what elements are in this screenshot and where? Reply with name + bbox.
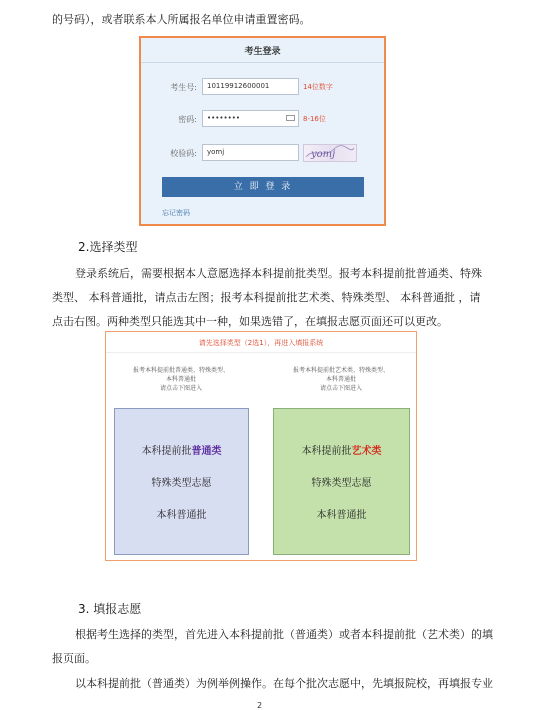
exam-no-label: 考生号:	[170, 83, 197, 92]
type-select-panel	[105, 331, 417, 561]
keyboard-icon[interactable]	[286, 115, 295, 121]
left-note	[111, 366, 251, 393]
page-number: 2	[257, 701, 263, 710]
right-note-line1: 报考本科提前批艺术类、特殊类型、	[292, 367, 389, 374]
captcha-graphic	[304, 145, 356, 161]
section3-para1-line2: 报页面。	[52, 652, 96, 665]
intro-line: 的号码），或者联系本人所属报名单位申请重置密码。	[52, 13, 311, 26]
right-note	[271, 366, 411, 393]
section3-heading: 3. 填报志愿	[78, 602, 142, 616]
left-card-line2: 特殊类型志愿	[151, 478, 212, 489]
right-card-prefix: 本科提前批	[301, 446, 352, 457]
login-button[interactable]: 立 即 登 录	[162, 177, 364, 197]
art-type-card[interactable]	[273, 408, 410, 555]
section2-para-line3: 点击右图。两种类型只能选其中一种，如果选错了，在填报志愿页面还可以更改。	[52, 315, 448, 328]
exam-no-input[interactable]: 10119912600001	[202, 78, 299, 95]
right-card-line1	[274, 442, 409, 457]
captcha-label: 校验码:	[170, 149, 197, 158]
left-note-line3: 请点击下图进入	[159, 385, 202, 392]
left-note-line1: 报考本科提前批普通类、特殊类型、	[132, 367, 229, 374]
right-card-line3: 本科普通批	[316, 510, 367, 521]
login-title: 考生登录	[244, 47, 281, 57]
left-note-line2: 本科普通批	[165, 376, 196, 383]
captcha-text: yomj	[311, 149, 336, 160]
login-panel-screenshot	[139, 36, 386, 226]
captcha-image[interactable]	[303, 144, 357, 162]
left-card-highlight: 普通类	[191, 446, 222, 457]
right-note-line2: 本科普通批	[325, 376, 356, 383]
password-value: ••••••••	[207, 114, 241, 122]
exam-no-hint: 14位数字	[303, 83, 333, 91]
ordinary-type-card[interactable]	[114, 408, 249, 555]
password-input[interactable]	[202, 110, 299, 127]
section2-para-line1: 登录系统后，需要根据本人意愿选择本科提前批类型。报考本科提前批普通类、特殊	[75, 267, 482, 280]
password-label: 密码:	[178, 115, 197, 124]
password-hint: 8-16位	[303, 115, 326, 123]
right-card-highlight: 艺术类	[351, 446, 382, 457]
forgot-password-link[interactable]: 忘记密码	[162, 209, 190, 217]
right-card-line2: 特殊类型志愿	[311, 478, 372, 489]
login-divider	[141, 62, 384, 63]
left-card-prefix: 本科提前批	[141, 446, 192, 457]
type-select-divider	[106, 352, 416, 353]
section3-para2-line1: 以本科提前批（普通类）为例举例操作。在每个批次志愿中，先填报院校，再填报专业	[75, 677, 493, 690]
section3-para1-line1: 根据考生选择的类型，首先进入本科提前批（普通类）或者本科提前批（艺术类）的填	[75, 628, 493, 641]
left-card-line3: 本科普通批	[156, 510, 207, 521]
section2-para-line2: 类型、 本科普通批，请点击左图；报考本科提前批艺术类、特殊类型、 本科普通批 ，请	[52, 291, 481, 304]
right-note-line3: 请点击下图进入	[319, 385, 362, 392]
left-card-line1	[115, 442, 248, 457]
captcha-input[interactable]: yomj	[202, 144, 299, 161]
section2-heading: 2.选择类型	[78, 240, 138, 254]
type-select-header: 请先选择类型（2选1），再进入填报系统	[198, 339, 324, 347]
